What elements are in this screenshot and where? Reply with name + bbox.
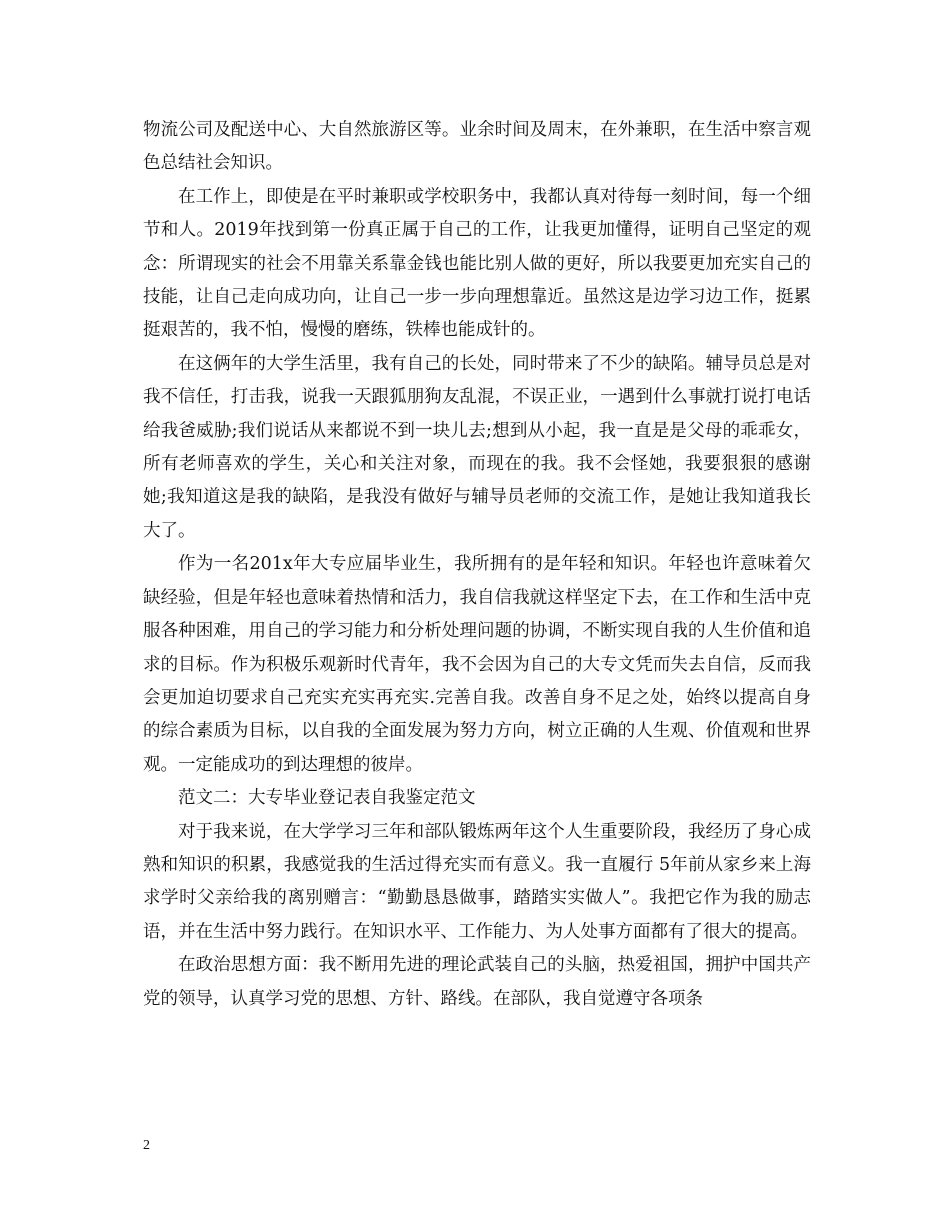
paragraph-work: 在工作上，即使是在平时兼职或学校职务中，我都认真对待每一刻时间，每一个细节和人。2019年找到第一份真正属于自己的工作，让我更加懂得，证明自己坚定的观念：所谓现实的社会不用靠关系靠金钱也能比别人做的更好，所以我要更加充实自己的技能，让自己走向成功向，让自己一步一步向理想靠近。虽然这是边学习边工作，挺累挺艰苦的，我不怕，慢慢的磨练，铁棒也能成针的。 (143, 186, 811, 341)
paragraph-college-life: 在这俩年的大学生活里，我有自己的长处，同时带来了不少的缺陷。辅导员总是对我不信任，打击我，说我一天跟狐朋狗友乱混，不误正业，一遇到什么事就打说打电话给我爸威胁;我们说话从来都说不到一块儿去;想到从小起，我一直是是父母的乖乖女，所有老师喜欢的学生，关心和关注对象，而现在的我。我不会怪她，我要狠狠的感谢她;我知道这是我的缺陷，是我没有做好与辅导员老师的交流工作，是她让我知道我长大了。 (143, 353, 811, 541)
paragraph-study-and-army: 对于我来说，在大学学习三年和部队锻炼两年这个人生重要阶段，我经历了身心成熟和知识的积累，我感觉我的生活过得充实而有意义。我一直履行 5年前从家乡来上海求学时父亲给我的离别赠言：“勤勤恳恳做事，踏踏实实做人”。我把它作为我的励志语，并在生活中努力践行。在知识水平、工作能力、为人处事方面都有了很大的提高。 (143, 821, 811, 942)
page-number: 2 (143, 1138, 150, 1153)
document-body (143, 114, 811, 1016)
section-heading-sample-two: 范文二：大专毕业登记表自我鉴定范文 (178, 788, 476, 809)
paragraph-graduate: 作为一名201x年大专应届毕业生，我所拥有的是年轻和知识。年轻也许意味着欠缺经验，但是年轻也意味着热情和活力，我自信我就这样坚定下去，在工作和生活中克服各种困难，用自己的学习能力和分析处理问题的协调，不断实现自我的人生价值和追求的目标。作为积极乐观新时代青年，我不会因为自己的大专文凭而失去自信，反而我会更加迫切要求自己充实充实再充实.完善自我。改善自身不足之处，始终以提高自身的综合素质为目标，以自我的全面发展为努力方向，树立正确的人生观、价值观和世界观。一定能成功的到达理想的彼岸。 (143, 554, 811, 775)
paragraph-continuation: 物流公司及配送中心、大自然旅游区等。业余时间及周末，在外兼职，在生活中察言观色总结社会知识。 (143, 120, 811, 174)
paragraph-political-thought: 在政治思想方面：我不断用先进的理论武装自己的头脑，热爱祖国，拥护中国共产党的领导，认真学习党的思想、方针、路线。在部队，我自觉遵守各项条 (143, 955, 811, 1009)
